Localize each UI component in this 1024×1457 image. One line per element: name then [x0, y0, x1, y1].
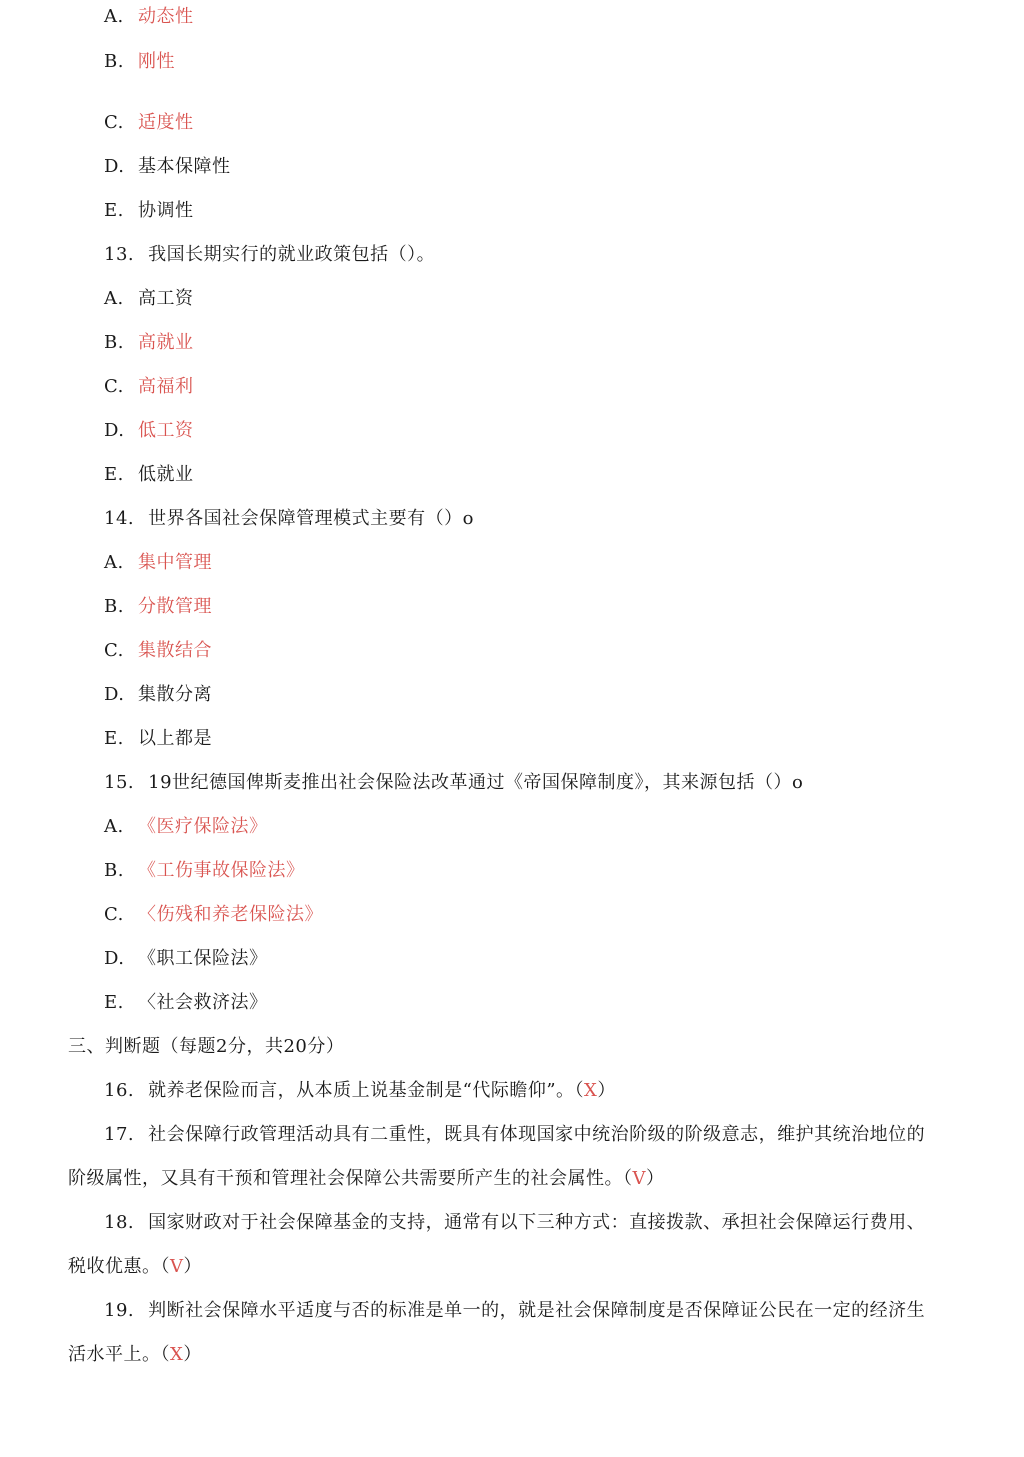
- option-letter: E.: [104, 728, 124, 749]
- option-letter: D.: [104, 948, 125, 969]
- option-text-answer: 低工资: [138, 420, 194, 441]
- question-number: 15.: [104, 772, 135, 793]
- question-number: 17.: [104, 1124, 135, 1145]
- tf-question-16: [104, 1079, 616, 1103]
- option-row: [104, 859, 305, 883]
- section-heading: 三、判断题（每题2分，共20分）: [68, 1036, 345, 1057]
- option-text-answer: 〈伤残和养老保险法》: [138, 904, 323, 925]
- option-row: [104, 639, 212, 663]
- option-text: 〈社会救济法》: [138, 992, 268, 1013]
- option-row: [104, 50, 175, 74]
- option-row: [104, 991, 268, 1015]
- option-row: [104, 463, 194, 487]
- option-text: 《职工保险法》: [138, 948, 268, 969]
- option-row: [104, 419, 194, 443]
- answer-mark: V: [632, 1168, 646, 1189]
- option-text-answer: 集中管理: [138, 552, 212, 573]
- answer-mark: V: [170, 1256, 184, 1277]
- question-number: 16.: [104, 1080, 135, 1101]
- question-text: 就养老保险而言，从本质上说基金制是“代际瞻仰”。: [148, 1080, 575, 1101]
- option-letter: B.: [104, 51, 124, 72]
- option-letter: B.: [104, 332, 124, 353]
- option-letter: A.: [104, 816, 124, 837]
- option-letter: D.: [104, 684, 125, 705]
- option-letter: C.: [104, 376, 124, 397]
- option-row: [104, 551, 212, 575]
- option-letter: E.: [104, 200, 124, 221]
- option-text-answer: 适度性: [138, 112, 194, 133]
- option-row: [104, 155, 231, 179]
- question-14: [104, 507, 474, 531]
- option-letter: D.: [104, 420, 125, 441]
- tf-question-19-continued: [68, 1343, 202, 1367]
- tf-question-18: [104, 1211, 925, 1235]
- option-text-answer: 高福利: [138, 376, 194, 397]
- option-letter: B.: [104, 860, 124, 881]
- question-text: 世界各国社会保障管理模式主要有（）o: [148, 508, 474, 529]
- option-letter: A.: [104, 288, 124, 309]
- option-row: [104, 903, 323, 927]
- option-text: 低就业: [138, 464, 194, 485]
- option-letter: B.: [104, 596, 124, 617]
- option-text-answer: 高就业: [138, 332, 194, 353]
- question-text: 社会保障行政管理活动具有二重性，既具有体现国家中统治阶级的阶级意志，维护其统治地位的: [148, 1124, 926, 1145]
- answer-close-paren: ）: [183, 1256, 202, 1277]
- answer-open-paren: （: [160, 1344, 170, 1365]
- option-letter: A.: [104, 552, 124, 573]
- option-text: 协调性: [138, 200, 194, 221]
- question-text: 税收优惠。: [68, 1256, 161, 1277]
- option-row: [104, 5, 194, 29]
- question-text: 判断社会保障水平适度与否的标准是单一的，就是社会保障制度是否保障证公民在一定的经济生: [148, 1300, 926, 1321]
- option-row: [104, 727, 212, 751]
- answer-open-paren: （: [574, 1080, 585, 1101]
- option-letter: E.: [104, 992, 124, 1013]
- answer-open-paren: （: [160, 1256, 170, 1277]
- option-text-answer: 集散结合: [138, 640, 212, 661]
- option-text-answer: 动态性: [138, 6, 194, 27]
- question-text: 国家财政对于社会保障基金的支持，通常有以下三种方式：直接拨款、承担社会保障运行费用、: [148, 1212, 926, 1233]
- option-text: 集散分离: [138, 684, 212, 705]
- option-text-answer: 分散管理: [138, 596, 212, 617]
- tf-question-17: [104, 1123, 925, 1147]
- question-text: 我国长期实行的就业政策包括（）。: [148, 244, 436, 265]
- tf-question-18-continued: [68, 1255, 202, 1279]
- question-number: 13.: [104, 244, 135, 265]
- option-row: [104, 199, 194, 223]
- option-row: [104, 683, 212, 707]
- option-letter: C.: [104, 112, 124, 133]
- answer-mark: X: [584, 1080, 598, 1101]
- option-text: 高工资: [138, 288, 194, 309]
- option-text: 以上都是: [138, 728, 212, 749]
- question-number: 18.: [104, 1212, 135, 1233]
- option-row: [104, 111, 194, 135]
- answer-close-paren: ）: [646, 1168, 665, 1189]
- tf-question-17-continued: [68, 1167, 665, 1191]
- tf-question-19: [104, 1299, 925, 1323]
- option-row: [104, 331, 194, 355]
- option-row: [104, 375, 194, 399]
- option-letter: C.: [104, 904, 124, 925]
- option-letter: C.: [104, 640, 124, 661]
- question-number: 19.: [104, 1300, 135, 1321]
- option-row: [104, 595, 212, 619]
- answer-close-paren: ）: [183, 1344, 202, 1365]
- question-text: 阶级属性，又具有干预和管理社会保障公共需要所产生的社会属性。: [68, 1168, 623, 1189]
- option-letter: E.: [104, 464, 124, 485]
- option-row: [104, 947, 268, 971]
- option-letter: A.: [104, 6, 124, 27]
- option-text: 基本保障性: [138, 156, 231, 177]
- answer-close-paren: ）: [597, 1080, 616, 1101]
- answer-open-paren: （: [623, 1168, 633, 1189]
- option-row: [104, 287, 194, 311]
- answer-mark: X: [170, 1344, 184, 1365]
- option-letter: D.: [104, 156, 125, 177]
- question-text: 活水平上。: [68, 1344, 161, 1365]
- question-15: [104, 771, 803, 795]
- option-text-answer: 《医疗保险法》: [138, 816, 268, 837]
- option-text-answer: 《工伤事故保险法》: [138, 860, 305, 881]
- option-row: [104, 815, 268, 839]
- question-13: [104, 243, 435, 267]
- question-number: 14.: [104, 508, 135, 529]
- question-text: 19世纪德国俾斯麦推出社会保险法改革通过《帝国保障制度》，其来源包括（）o: [148, 772, 804, 793]
- option-text-answer: 刚性: [138, 51, 175, 72]
